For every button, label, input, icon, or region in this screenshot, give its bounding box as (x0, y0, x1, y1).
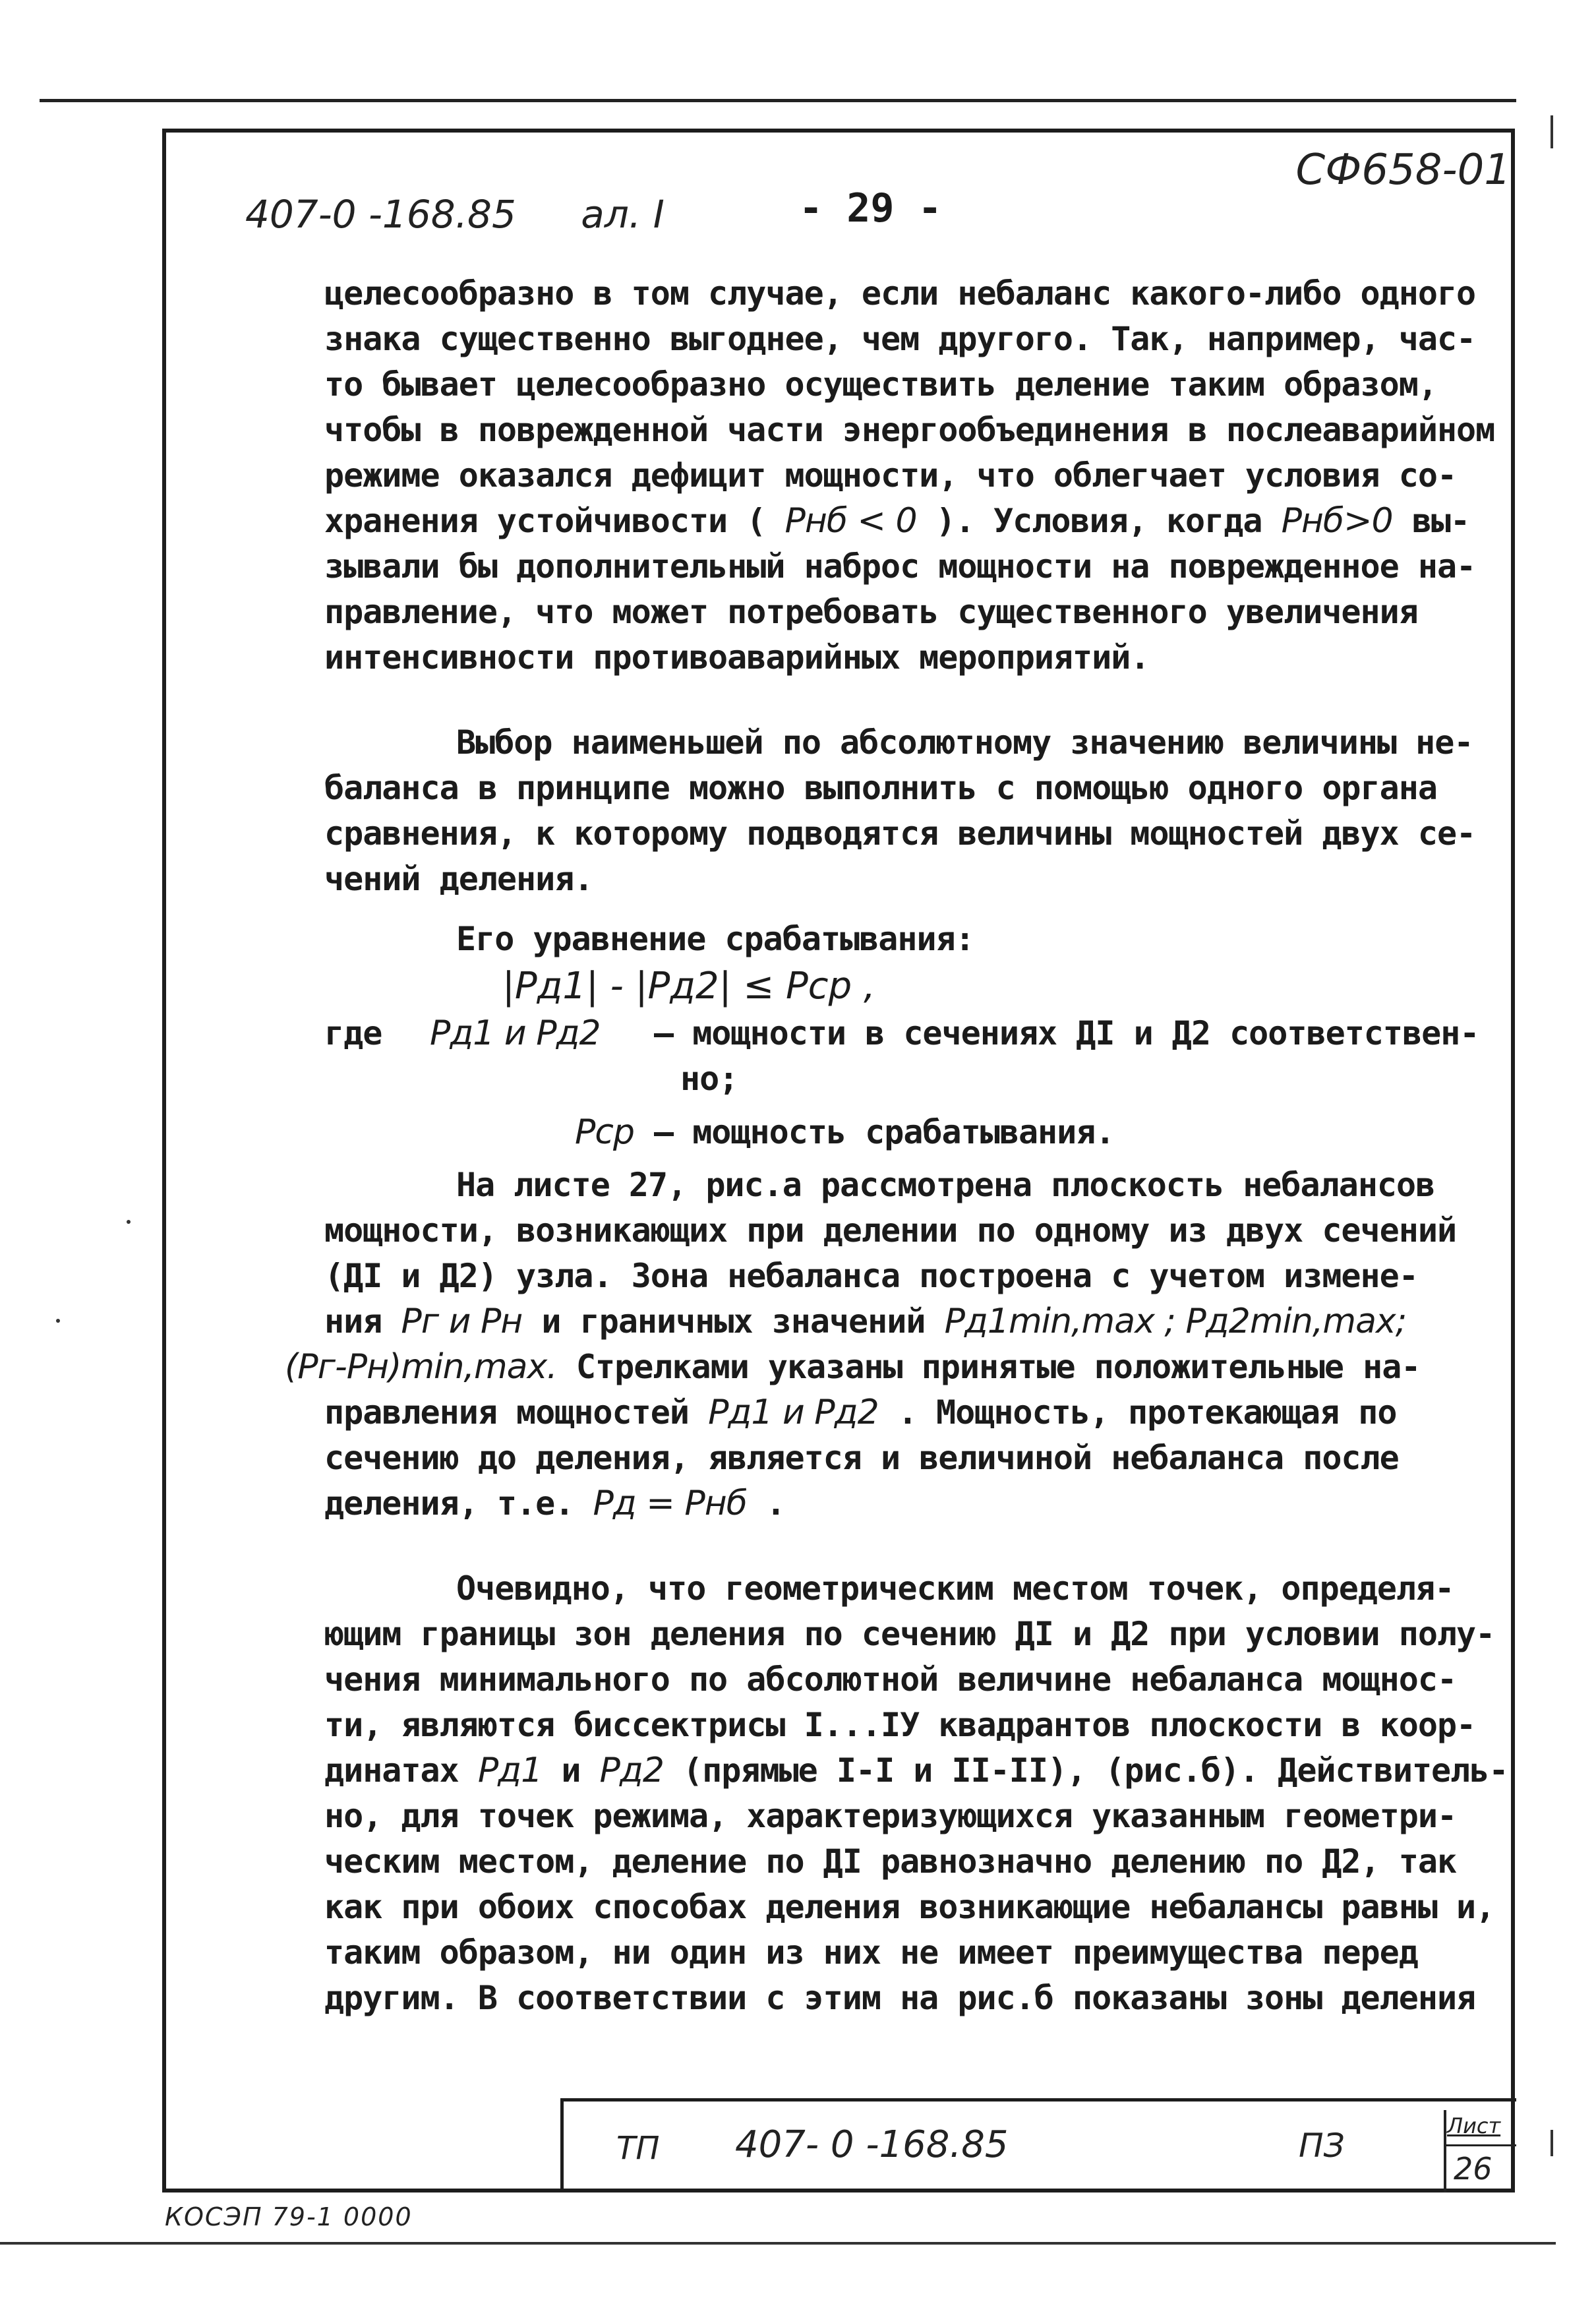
text-span: динатах (324, 1751, 478, 1790)
doc-number: 407-0 -168.85 (245, 192, 516, 237)
text-line: мощности, возникающих при делении по одному из двух сечений (324, 1211, 1457, 1250)
title-block-sheet-number: 26 (1454, 2151, 1493, 2187)
text-line (324, 1390, 1498, 1436)
text-span: деления, т.е. (324, 1484, 593, 1523)
title-block-tp: ТП (616, 2130, 660, 2167)
text-line: целесообразно в том случае, если небаланс какого-либо одного (324, 274, 1476, 313)
document-code: СФ658-01 (1295, 146, 1511, 195)
text-line (324, 499, 1498, 544)
main-text (285, 271, 1508, 2021)
formula-inline: Pнб < 0 (784, 501, 917, 541)
text-line: Очевидно, что геометрическим местом точек, определя- (456, 1569, 1454, 1608)
text-line: другим. В соответствии с этим на рис.б показаны зоны деления (324, 1979, 1476, 2017)
text-line: зывали бы дополнительный наброс мощности на поврежденное на- (324, 547, 1476, 586)
equation-intro: Его уравнение срабатывания: (456, 920, 974, 958)
where-definition-cont: но; (680, 1060, 738, 1098)
equation: |Pд1| - |Pд2| ≤ Pср , (502, 965, 875, 1008)
text-line: (ДI и Д2) узла. Зона небаланса построена с учетом измене- (324, 1257, 1418, 1295)
where-definition: – мощность срабатывания. (654, 1113, 1115, 1151)
text-line: таким образом, ни один из них не имеет преимущества перед (324, 1933, 1418, 1972)
text-span: правления мощностей (324, 1393, 709, 1432)
formula-inline: Pд2 (599, 1751, 664, 1790)
scan-speck (56, 1319, 60, 1323)
text-line (324, 1748, 1508, 1794)
text-line: как при обоих способах деления возникающие небалансы равны и, (324, 1888, 1495, 1926)
where-block-2 (324, 1110, 1498, 1163)
page-frame (162, 129, 1515, 2192)
text-span: (прямые I-I и II-II), (рис.б). Действитель- (663, 1751, 1508, 1790)
text-line: знака существенно выгоднее, чем другого. Так, например, час- (324, 320, 1476, 358)
margin-mark (1551, 2130, 1553, 2156)
text-line (324, 1481, 1498, 1527)
text-line: чений деления. (324, 860, 593, 898)
formula-inline: Pд1 и Pд2 (708, 1393, 879, 1432)
where-word: где (324, 1014, 382, 1052)
text-span: Стрелками указаны принятые положительные на- (556, 1348, 1421, 1386)
header-doc-number (245, 192, 665, 237)
text-line: сечению до деления, является и величиной небаланса после (324, 1439, 1399, 1477)
text-line: ческим местом, деление по ДI равнозначно делению по Д2, так (324, 1842, 1457, 1881)
text-line: ти, являются биссектрисы I...IУ квадрантов плоскости в коор- (324, 1706, 1476, 1744)
formula-inline: Pнб>0 (1281, 501, 1393, 541)
where-block (324, 1011, 1498, 1110)
title-block-doc-number: 407- 0 -168.85 (735, 2123, 1009, 2166)
text-span: вы- (1392, 502, 1470, 540)
title-block-list-label: Лист (1447, 2113, 1501, 2138)
text-line (324, 1299, 1498, 1345)
text-span: и (542, 1751, 600, 1790)
text-span: . (746, 1484, 786, 1523)
formula-inline: Pг и Pн (401, 1302, 523, 1341)
scan-speck (127, 1220, 131, 1224)
text-line: сравнения, к которому подводятся величины мощностей двух се- (324, 814, 1476, 853)
text-line: чтобы в поврежденной части энергообъединения в послеаварийном (324, 411, 1495, 449)
text-line: ющим границы зон деления по сечению ДI и Д2 при условии полу- (324, 1615, 1495, 1653)
text-line (285, 1345, 1498, 1390)
text-line: Выбор наименьшей по абсолютному значению величины не- (456, 723, 1473, 762)
bottom-rule (0, 2242, 1556, 2245)
margin-mark (1551, 115, 1553, 148)
text-line: но, для точек режима, характеризующихся указанным геометри- (324, 1797, 1457, 1835)
page-number: - 29 - (799, 185, 942, 231)
text-span: ). Условия, когда (916, 502, 1282, 540)
text-line: чения минимального по абсолютной величине небаланса мощнос- (324, 1660, 1457, 1699)
text-line: режиме оказался дефицит мощности, что облегчает условия со- (324, 456, 1457, 495)
formula-inline: Pд1min,max ; Pд2min,max; (944, 1302, 1407, 1341)
text-line: правление, что может потребовать существенного увеличения (324, 593, 1418, 631)
where-variables: Pд1 и Pд2 (430, 1013, 601, 1053)
footer-code: КОСЭП 79-1 0000 (165, 2202, 413, 2231)
text-line: то бывает целесообразно осуществить деление таким образом, (324, 365, 1437, 404)
text-line: На листе 27, рис.а рассмотрена плоскость небалансов (456, 1166, 1435, 1204)
title-block-pz: ПЗ (1299, 2127, 1345, 2165)
title-block (560, 2098, 1516, 2192)
where-definition: – мощности в сечениях ДI и Д2 соответствен- (654, 1014, 1479, 1052)
text-span: и граничных значений (522, 1302, 945, 1341)
text-line: баланса в принципе можно выполнить с помощью одного органа (324, 769, 1437, 807)
text-span: . Мощность, протекающая по (878, 1393, 1397, 1432)
formula-inline: Pд1 (477, 1751, 543, 1790)
formula-inline: Pд = Pнб (593, 1484, 747, 1523)
album-number: ал. I (581, 192, 665, 237)
text-line: интенсивности противоаварийных мероприятий. (324, 638, 1150, 677)
text-span: хранения устойчивости ( (324, 502, 785, 540)
text-span: ния (324, 1302, 401, 1341)
title-block-separator (1444, 2110, 1446, 2192)
top-rule (40, 99, 1516, 102)
formula-inline: (Pг-Pн)min,max. (285, 1347, 557, 1387)
title-block-divider (1444, 2144, 1516, 2146)
where-variable: Pср (575, 1112, 634, 1152)
